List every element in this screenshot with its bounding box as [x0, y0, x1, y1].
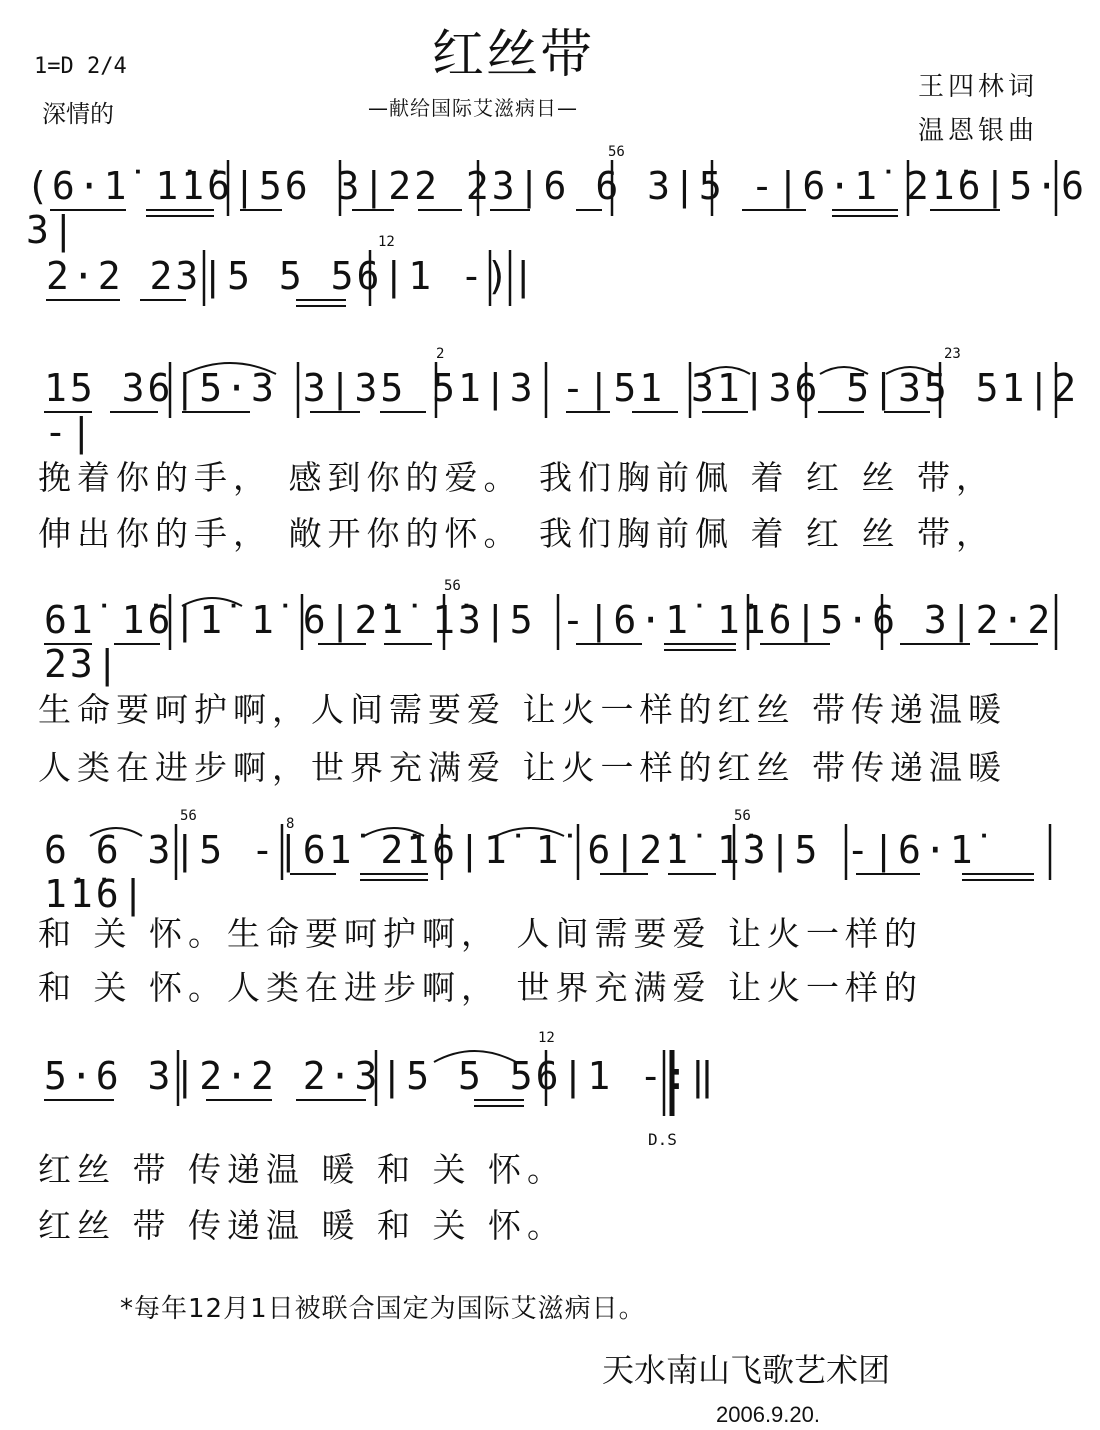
- lyric-verse2-line1: 伸出你的手， 敞开你的怀。 我们胸前佩 着 红 丝 带，: [38, 514, 995, 553]
- key-signature: 1=D 2/4: [34, 54, 127, 79]
- grace-note-3: 2: [436, 346, 445, 362]
- notation-line-5: 6 6 3|5 -|61̇ 2̇1̇6|1̇ 1̇ 6|2̇1̇ 1̇3|5 -|6·1̇ 1̇1̇6|: [44, 828, 976, 916]
- lyric-verse1-line3: 和 关 怀。生命要呵护啊， 人间需要爱 让火一样的: [38, 914, 923, 953]
- grace-note-9: 12: [538, 1030, 555, 1046]
- notation-line-1: (6·1̇ 1̇1̇6|56 3|22 23|6 6 3|5 -|6·1̇ 2̇1̇6|5·6 3|: [26, 164, 1087, 252]
- lyric-verse2-line2: 人类在进步啊，世界充满爱 让火一样的红丝 带传递温暖: [38, 748, 1007, 787]
- grace-note-4: 23: [944, 346, 961, 362]
- dal-segno-mark: D.S: [648, 1130, 677, 1149]
- composer-credit: 温恩银曲: [918, 116, 1039, 146]
- barlines-2: [0, 240, 1100, 360]
- lyric-verse1-line1: 挽着你的手， 感到你的爱。 我们胸前佩 着 红 丝 带，: [38, 458, 995, 497]
- lyricist-credit: 王四林词: [918, 72, 1039, 102]
- expression-marking: 深情的: [42, 100, 114, 128]
- grace-note-2: 12: [378, 234, 395, 250]
- lyric-verse2-line3: 和 关 怀。人类在进步啊， 世界充满爱 让火一样的: [38, 968, 923, 1007]
- notation-line-3: 15 36|5·3 3|35 51|3 -|51 31|36 5|35 51|2 -|: [44, 366, 1080, 454]
- dedication-subtitle: —献给国际艾滋病日—: [368, 96, 578, 120]
- grace-note-5: 56: [444, 578, 461, 594]
- song-title: 红丝带: [432, 25, 595, 85]
- grace-note-7: 8: [286, 816, 295, 832]
- score-line-6: [0, 1030, 1100, 1160]
- lyric-verse1-line2: 生命要呵护啊，人间需要爱 让火一样的红丝 带传递温暖: [38, 690, 1007, 729]
- footnote: *每年12月1日被联合国定为国际艾滋病日。: [120, 1294, 646, 1324]
- notation-line-2: 2·2 23|5 5 56|1 -)|: [46, 254, 538, 298]
- notation-line-4: 61̇ 1̇6|1̇ 1̇ 6|2̇1̇ 1̇3|5 -|6·1̇ 1̇1̇6|5·6 3|2·2 23|: [44, 598, 1054, 686]
- notation-line-6: 5·6 3|2·2 2·3|5 5 56|1 -:‖: [44, 1054, 717, 1098]
- grace-note-1: 56: [608, 144, 625, 160]
- organization-name: 天水南山飞歌艺术团: [602, 1351, 891, 1389]
- barlines-6: [0, 1040, 1100, 1160]
- lyric-verse2-line4: 红丝 带 传递温 暖 和 关 怀。: [38, 1206, 566, 1245]
- grace-note-8: 56: [734, 808, 751, 824]
- date-stamp: 2006.9.20.: [716, 1402, 820, 1427]
- score-line-2: [0, 234, 1100, 360]
- lyric-verse1-line4: 红丝 带 传递温 暖 和 关 怀。: [38, 1150, 566, 1189]
- grace-note-6: 56: [180, 808, 197, 824]
